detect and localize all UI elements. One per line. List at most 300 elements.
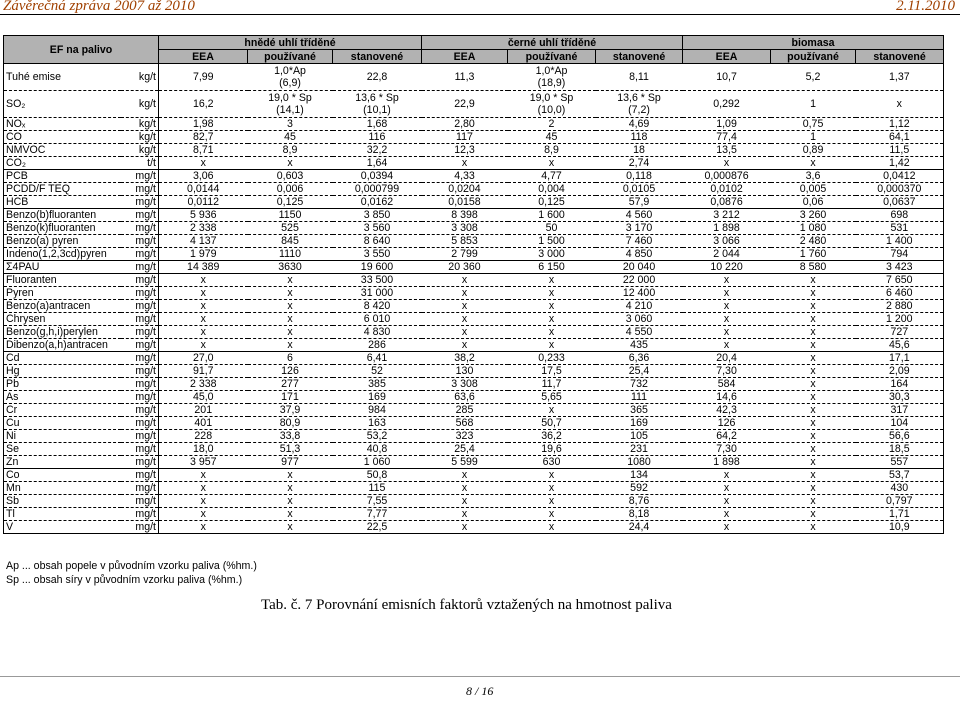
value-cell: 1 760 [771,248,856,261]
table-row [4,118,944,131]
value-cell: 323 [422,430,508,443]
value-cell: 19,6 [508,443,596,456]
value-cell: 51,3 [248,443,333,456]
table-row [4,248,944,261]
value-cell: x [771,482,856,495]
value-cell: 7,55 [333,495,422,508]
row-unit: mg/t [121,300,159,313]
value-cell: x [771,430,856,443]
value-cell: 1 060 [333,456,422,469]
row-label: V [4,521,121,534]
row-unit: kg/t [121,118,159,131]
value-cell: 171 [248,391,333,404]
value-cell: x [508,404,596,417]
value-cell: 105 [596,430,683,443]
row-unit: kg/t [121,144,159,157]
value-cell: 10 220 [683,261,771,274]
value-cell: 164 [856,378,944,391]
emission-factor-table [3,35,944,534]
row-unit: mg/t [121,352,159,365]
value-cell: 1 [771,131,856,144]
value-cell: 1,12 [856,118,944,131]
value-cell: x [508,287,596,300]
row-unit: kg/t [121,131,159,144]
row-unit: mg/t [121,430,159,443]
value-cell: 3 060 [596,313,683,326]
group-biomass: biomasa [683,36,944,50]
value-cell: 2,74 [596,157,683,170]
value-cell: 0,0162 [333,196,422,209]
row-label: Dibenzo(a,h)antracen [4,339,121,352]
row-label: Ni [4,430,121,443]
value-cell: 7,99 [159,64,248,91]
value-cell: x [159,287,248,300]
table-row [4,417,944,430]
value-cell: x [248,495,333,508]
row-unit: mg/t [121,235,159,248]
value-cell: x [159,508,248,521]
value-cell: 77,4 [683,131,771,144]
value-cell: x [422,521,508,534]
value-cell: 435 [596,339,683,352]
value-cell: x [508,274,596,287]
value-cell: 4 560 [596,209,683,222]
value-cell: 19,0 * Sp (10,0) [508,91,596,118]
value-cell: 6 [248,352,333,365]
report-date: 2.11.2010 [896,0,955,14]
value-cell: 22,8 [333,64,422,91]
value-cell: x [508,313,596,326]
row-label: Pyren [4,287,121,300]
row-label: CO [4,131,121,144]
value-cell: 8,18 [596,508,683,521]
value-cell: 0,000799 [333,183,422,196]
value-cell: 3 957 [159,456,248,469]
value-cell: 2,09 [856,365,944,378]
value-cell: x [771,521,856,534]
value-cell: 16,2 [159,91,248,118]
value-cell: x [422,508,508,521]
value-cell: 3 260 [771,209,856,222]
value-cell: 0,0876 [683,196,771,209]
value-cell: 365 [596,404,683,417]
value-cell: x [422,482,508,495]
value-cell: x [771,326,856,339]
value-cell: 13,5 [683,144,771,157]
value-cell: 25,4 [596,365,683,378]
table-row [4,131,944,144]
value-cell: x [683,482,771,495]
row-label: Cr [4,404,121,417]
row-unit: mg/t [121,313,159,326]
value-cell: 3 423 [856,261,944,274]
row-label: Se [4,443,121,456]
value-cell: 0,0105 [596,183,683,196]
row-label: HCB [4,196,121,209]
header-rule [0,14,960,15]
value-cell: 286 [333,339,422,352]
value-cell: x [248,300,333,313]
value-cell: 1080 [596,456,683,469]
value-cell: 10,7 [683,64,771,91]
row-label: Zn [4,456,121,469]
value-cell: 0,000876 [683,170,771,183]
value-cell: 13,6 * Sp (10,1) [333,91,422,118]
value-cell: x [422,157,508,170]
value-cell: 5 936 [159,209,248,222]
value-cell: 5,2 [771,64,856,91]
value-cell: 33,8 [248,430,333,443]
value-cell: x [422,339,508,352]
table-caption: Tab. č. 7 Porovnání emisních faktorů vztažených na hmotnost paliva [261,597,672,613]
value-cell: 5 853 [422,235,508,248]
value-cell: 1,68 [333,118,422,131]
row-label: NOₓ [4,118,121,131]
table-row [4,170,944,183]
value-cell: 1,0*Ap (18,9) [508,64,596,91]
value-cell: 568 [422,417,508,430]
value-cell: 6,36 [596,352,683,365]
value-cell: x [508,482,596,495]
value-cell: 130 [422,365,508,378]
row-unit: mg/t [121,508,159,521]
value-cell: x [422,287,508,300]
value-cell: 7,30 [683,365,771,378]
row-unit: mg/t [121,482,159,495]
value-cell: 732 [596,378,683,391]
value-cell: 4 850 [596,248,683,261]
value-cell: x [508,469,596,482]
table-row [4,508,944,521]
value-cell: 63,6 [422,391,508,404]
value-cell: 53,2 [333,430,422,443]
row-label: Benzo(k)fluoranten [4,222,121,235]
value-cell: 45 [508,131,596,144]
row-label: Benzo(b)fluoranten [4,209,121,222]
value-cell: 3 850 [333,209,422,222]
value-cell: 984 [333,404,422,417]
table-row [4,313,944,326]
value-cell: 845 [248,235,333,248]
value-cell: x [508,157,596,170]
value-cell: 557 [856,456,944,469]
value-cell: 584 [683,378,771,391]
subheader: EEA [159,50,248,64]
value-cell: 38,2 [422,352,508,365]
value-cell: 8,9 [248,144,333,157]
table-corner: EF na palivo [4,36,159,64]
value-cell: 10,9 [856,521,944,534]
value-cell: 13,6 * Sp (7,2) [596,91,683,118]
value-cell: 1,0*Ap (6,9) [248,64,333,91]
row-label: Tl [4,508,121,521]
value-cell: x [248,274,333,287]
value-cell: 6 150 [508,261,596,274]
value-cell: 6 010 [333,313,422,326]
value-cell: 0,603 [248,170,333,183]
row-unit: mg/t [121,170,159,183]
value-cell: 1 898 [683,456,771,469]
row-label: Fluoranten [4,274,121,287]
row-unit: t/t [121,157,159,170]
value-cell: 45,6 [856,339,944,352]
value-cell: x [771,287,856,300]
value-cell: 126 [248,365,333,378]
row-unit: mg/t [121,326,159,339]
value-cell: 385 [333,378,422,391]
row-label: Sb [4,495,121,508]
value-cell: x [422,469,508,482]
value-cell: 37,9 [248,404,333,417]
value-cell: 17,5 [508,365,596,378]
value-cell: 0,118 [596,170,683,183]
value-cell: 0,0412 [856,170,944,183]
value-cell: 45 [248,131,333,144]
subheader: stanovené [856,50,944,64]
value-cell: x [508,495,596,508]
value-cell: 2 338 [159,378,248,391]
value-cell: x [771,508,856,521]
value-cell: 1150 [248,209,333,222]
value-cell: x [771,443,856,456]
value-cell: 201 [159,404,248,417]
value-cell: 592 [596,482,683,495]
value-cell: 8,71 [159,144,248,157]
value-cell: x [683,274,771,287]
value-cell: x [683,287,771,300]
value-cell: 22 000 [596,274,683,287]
value-cell: 1 200 [856,313,944,326]
value-cell: 25,4 [422,443,508,456]
value-cell: 24,4 [596,521,683,534]
value-cell: 134 [596,469,683,482]
value-cell: x [508,508,596,521]
value-cell: x [683,521,771,534]
value-cell: 50 [508,222,596,235]
value-cell: x [422,274,508,287]
table-row [4,339,944,352]
value-cell: 1 500 [508,235,596,248]
table-row [4,326,944,339]
row-unit: mg/t [121,183,159,196]
value-cell: x [159,300,248,313]
value-cell: 1 979 [159,248,248,261]
value-cell: x [159,326,248,339]
table-row [4,404,944,417]
value-cell: x [508,326,596,339]
value-cell: x [683,326,771,339]
value-cell: 2 480 [771,235,856,248]
value-cell: 1 600 [508,209,596,222]
row-unit: mg/t [121,209,159,222]
value-cell: x [771,274,856,287]
value-cell: 1,64 [333,157,422,170]
value-cell: 0,89 [771,144,856,157]
row-label: Cd [4,352,121,365]
value-cell: 116 [333,131,422,144]
value-cell: 0,000370 [856,183,944,196]
value-cell: x [422,326,508,339]
row-label: Benzo(a)antracen [4,300,121,313]
value-cell: 2 338 [159,222,248,235]
value-cell: 31 000 [333,287,422,300]
table-row [4,352,944,365]
table-row [4,287,944,300]
table-row [4,365,944,378]
page-number: 8 / 16 [466,684,494,698]
row-label: Hg [4,365,121,378]
value-cell: x [248,339,333,352]
value-cell: 277 [248,378,333,391]
value-cell: x [248,469,333,482]
row-unit: mg/t [121,456,159,469]
value-cell: 50,7 [508,417,596,430]
value-cell: 20 040 [596,261,683,274]
report-title: Závěrečná zpráva 2007 až 2010 [3,0,195,14]
value-cell: 18,0 [159,443,248,456]
value-cell: 2,80 [422,118,508,131]
value-cell: 57,9 [596,196,683,209]
table-row [4,469,944,482]
value-cell: x [771,313,856,326]
row-unit: mg/t [121,404,159,417]
value-cell: 3 [248,118,333,131]
value-cell: 12,3 [422,144,508,157]
value-cell: x [159,274,248,287]
value-cell: 794 [856,248,944,261]
row-label: Σ4PAU [4,261,121,274]
value-cell: x [771,365,856,378]
value-cell: x [771,391,856,404]
table-row [4,443,944,456]
value-cell: x [248,508,333,521]
value-cell: 8,9 [508,144,596,157]
group-brown-coal: hnědé uhlí tříděné [159,36,422,50]
value-cell: 525 [248,222,333,235]
row-unit: mg/t [121,261,159,274]
row-unit: mg/t [121,443,159,456]
value-cell: 0,0102 [683,183,771,196]
value-cell: x [771,352,856,365]
row-unit: mg/t [121,365,159,378]
value-cell: x [771,378,856,391]
value-cell: 0,0112 [159,196,248,209]
row-unit: kg/t [121,64,159,91]
value-cell: 1,71 [856,508,944,521]
row-unit: mg/t [121,196,159,209]
value-cell: 36,2 [508,430,596,443]
row-unit: mg/t [121,287,159,300]
value-cell: 20 360 [422,261,508,274]
row-label: PCB [4,170,121,183]
value-cell: x [159,313,248,326]
row-unit: mg/t [121,339,159,352]
value-cell: 0,233 [508,352,596,365]
subheader: stanovené [596,50,683,64]
value-cell: 163 [333,417,422,430]
value-cell: 8 398 [422,209,508,222]
subheader: používané [508,50,596,64]
table-body [4,64,944,534]
value-cell: 33 500 [333,274,422,287]
value-cell: 82,7 [159,131,248,144]
value-cell: 30,3 [856,391,944,404]
row-label: Co [4,469,121,482]
value-cell: 4 210 [596,300,683,313]
value-cell: 1 898 [683,222,771,235]
row-unit: mg/t [121,521,159,534]
value-cell: 4 550 [596,326,683,339]
value-cell: 1 [771,91,856,118]
value-cell: 52 [333,365,422,378]
value-cell: x [159,482,248,495]
row-label: Cu [4,417,121,430]
value-cell: 1,37 [856,64,944,91]
value-cell: 115 [333,482,422,495]
subheader: používané [771,50,856,64]
table-row [4,91,944,118]
value-cell: 228 [159,430,248,443]
value-cell: 18,5 [856,443,944,456]
value-cell: x [771,456,856,469]
value-cell: 8 580 [771,261,856,274]
row-label: Benzo(g,h,i)perylen [4,326,121,339]
value-cell: 19,0 * Sp (14,1) [248,91,333,118]
row-label: Indeno(1,2,3cd)pyren [4,248,121,261]
value-cell: 42,3 [683,404,771,417]
value-cell: 3 308 [422,222,508,235]
row-label: CO₂ [4,157,121,170]
table-row [4,261,944,274]
value-cell: x [856,91,944,118]
value-cell: x [248,313,333,326]
value-cell: 53,7 [856,469,944,482]
table-row [4,64,944,91]
value-cell: 2 799 [422,248,508,261]
value-cell: 104 [856,417,944,430]
value-cell: 3 550 [333,248,422,261]
value-cell: x [422,495,508,508]
value-cell: 64,1 [856,131,944,144]
table-row [4,196,944,209]
row-label: As [4,391,121,404]
value-cell: 3 170 [596,222,683,235]
note-ash: Ap ... obsah popele v původním vzorku paliva (%hm.) [6,560,257,572]
row-unit: mg/t [121,495,159,508]
value-cell: 19 600 [333,261,422,274]
table-row [4,521,944,534]
value-cell: x [771,404,856,417]
value-cell: 11,3 [422,64,508,91]
value-cell: x [683,508,771,521]
row-label: Benzo(a) pyren [4,235,121,248]
subheader: EEA [422,50,508,64]
value-cell: x [159,521,248,534]
value-cell: 22,5 [333,521,422,534]
value-cell: x [771,300,856,313]
subheader: stanovené [333,50,422,64]
value-cell: x [771,157,856,170]
value-cell: 0,06 [771,196,856,209]
value-cell: x [248,287,333,300]
table-row [4,378,944,391]
value-cell: x [248,157,333,170]
value-cell: 1 400 [856,235,944,248]
value-cell: 401 [159,417,248,430]
table-row [4,300,944,313]
value-cell: x [771,339,856,352]
value-cell: 7 650 [856,274,944,287]
